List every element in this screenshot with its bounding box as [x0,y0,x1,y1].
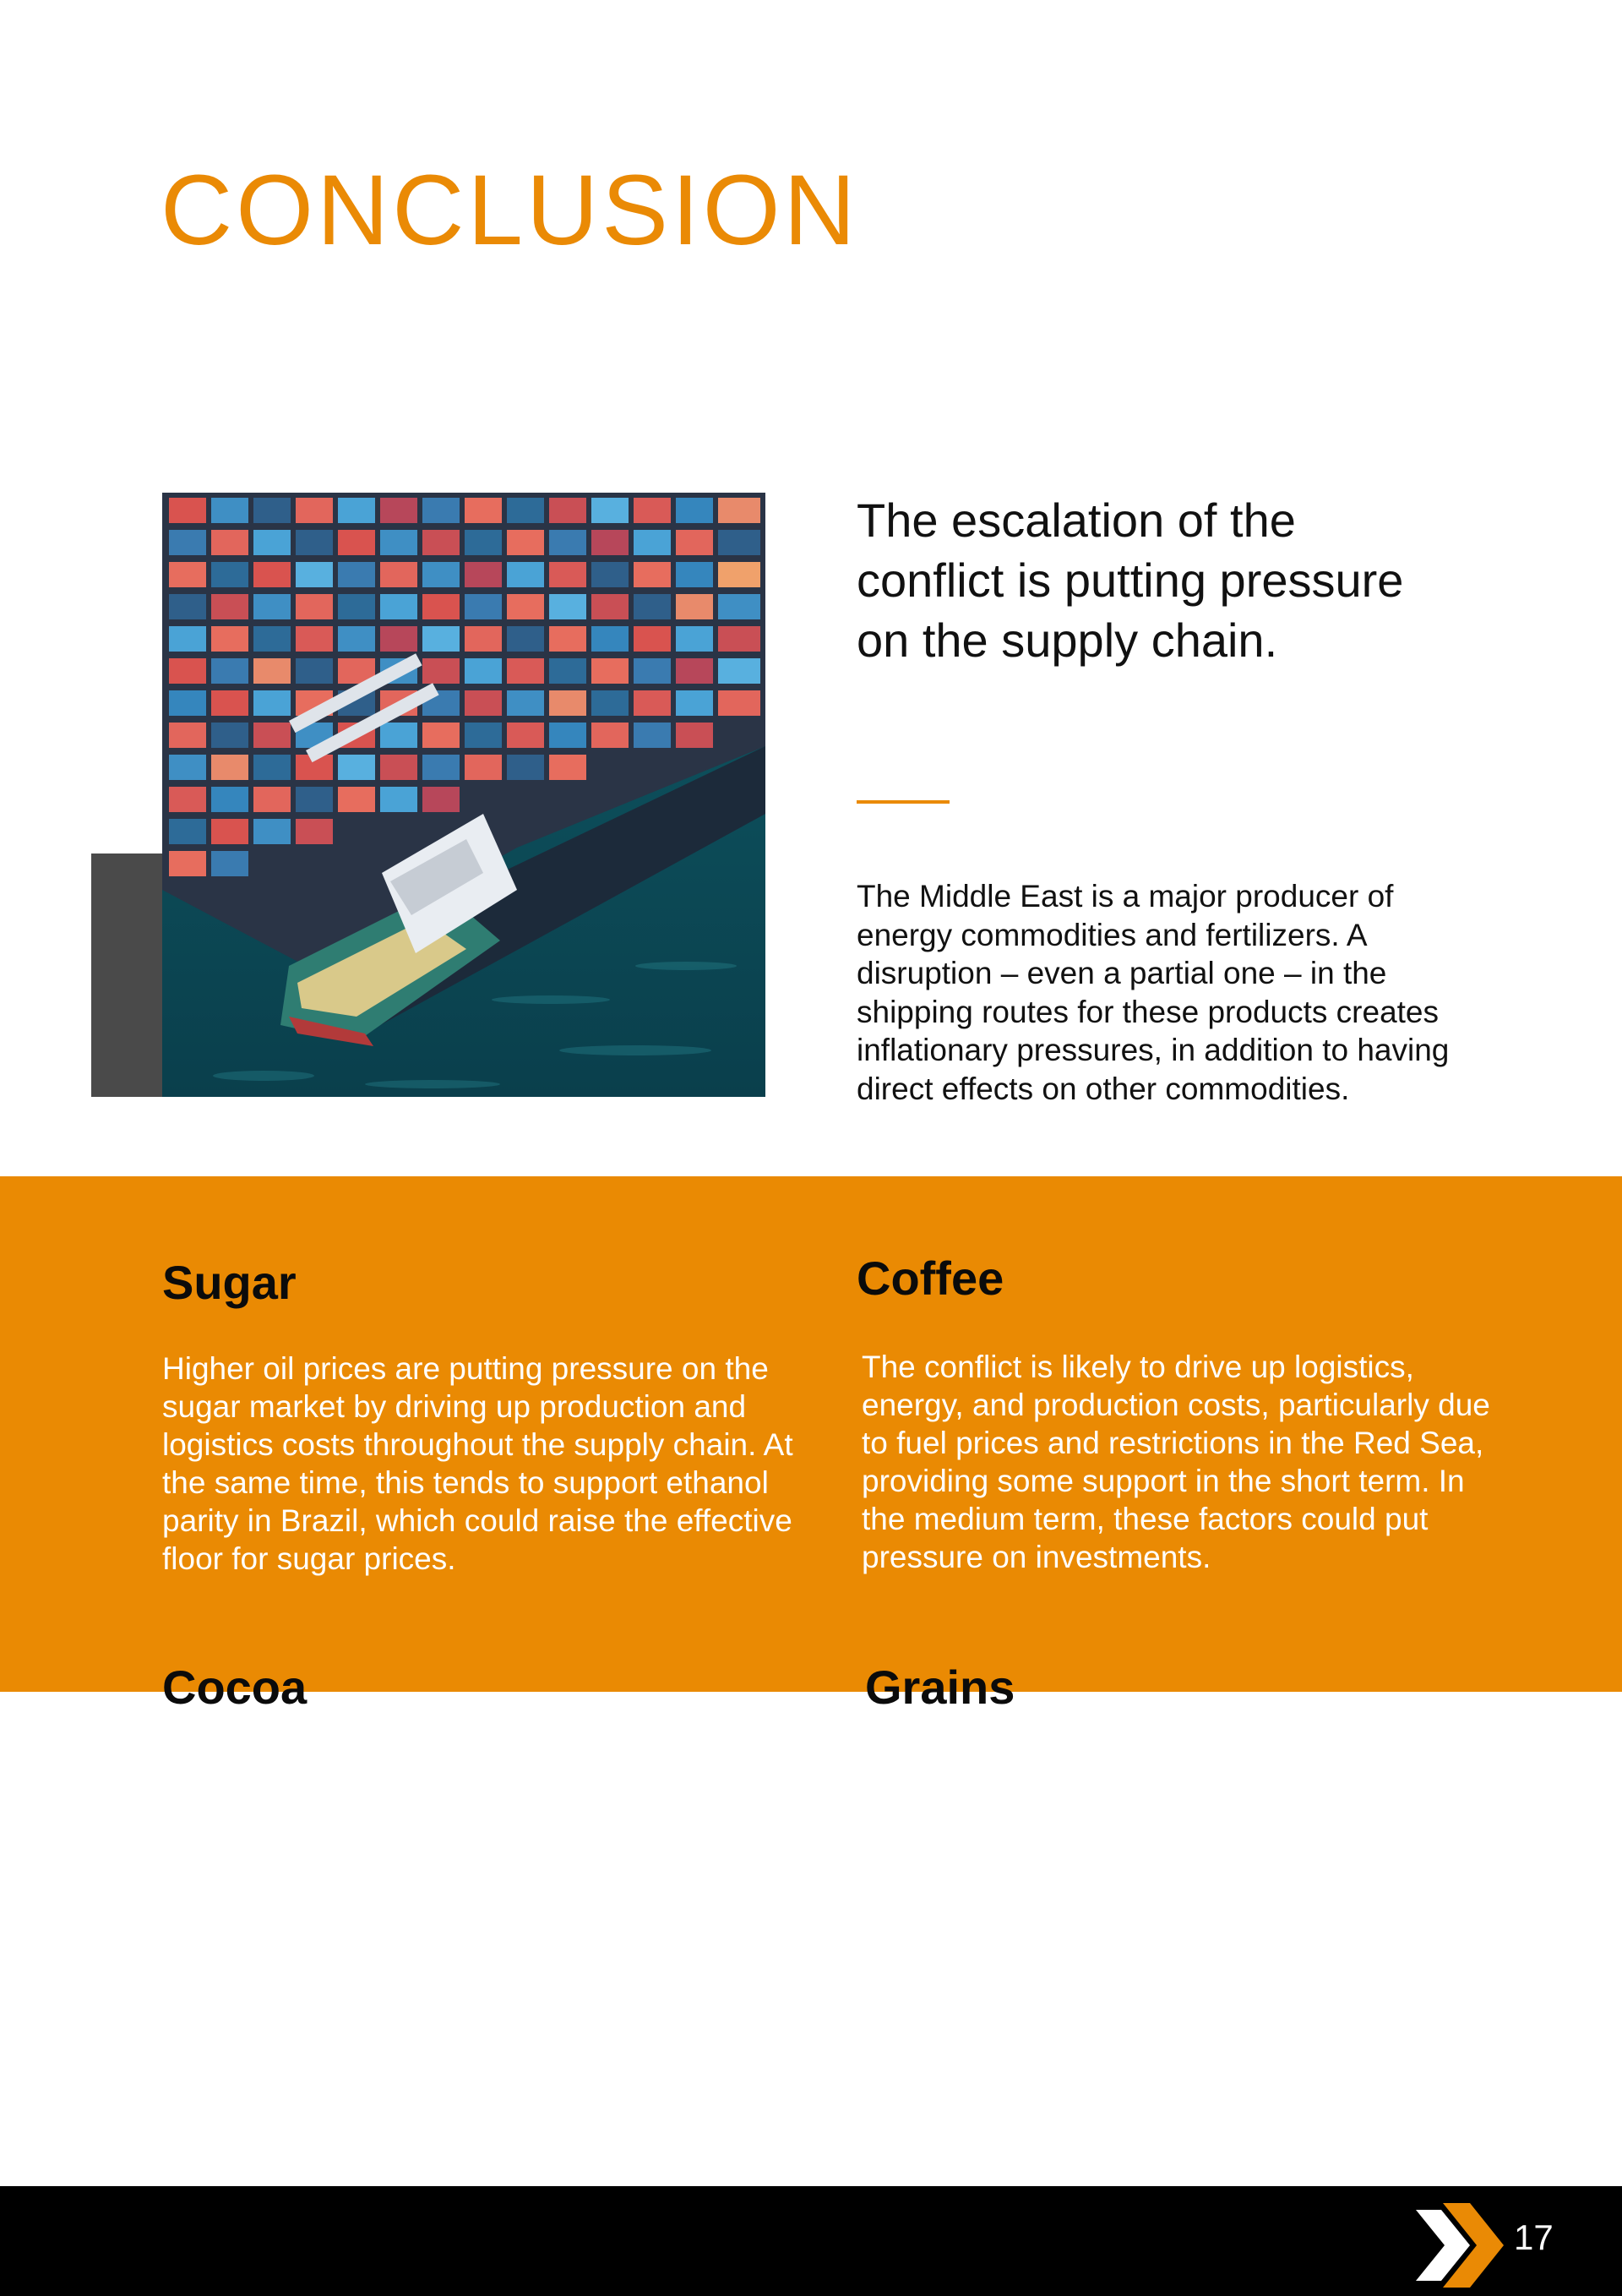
grains-heading: Grains [865,1661,1015,1714]
coffee-text: The conflict is likely to drive up logistics, energy, and production costs, particularly due to fuel prices and restrictions in the Red Sea, providing some support in the short term. In the medium term, these factors could put pressure on investments. [862,1350,1490,1574]
intro-paragraph: The Middle East is a major producer of energy commodities and fertilizers. A disruption – even a partial one – in the shipping routes for these products creates inflationary pressures, in addition to having direct effects on other commodities. [857,879,1450,1106]
page-title: CONCLUSION [161,155,859,266]
commodities-band [0,1176,1622,1982]
section-subtitle: The escalation of the conflict is putting pressure on the supply chain. [857,494,1404,667]
double-chevron-logo-icon [1409,2203,1510,2292]
accent-block [91,854,162,1097]
page-number: 17 [1514,2217,1554,2257]
coffee-heading: Coffee [857,1252,1004,1305]
cocoa-heading: Cocoa [162,1661,308,1714]
container-ship-photo-icon [162,493,765,1097]
sugar-text: Higher oil prices are putting pressure on the sugar market by driving up production and logistics costs throughout the supply chain. At the same time, this tends to support ethanol parity in Brazil, which could raise the effective floor for sugar prices. [162,1351,793,1576]
sugar-heading: Sugar [162,1256,297,1309]
page-footer [0,2186,1622,2296]
cocoa-text: The escalation of the conflict has increased logistical and energy costs and risks, indirectly affected the cocoa sector and raised the possibility of adjustments to trade flows in the medium term, particularly in the North American market. [162,1757,803,1982]
accent-divider [857,800,950,804]
grains-text: Some Middle Eastern countries are major markets for Brazilian corn and chicken, but the conflict is creating uncertainty about demand and putting pressure on regional logistics, forcing a search for alternative routes. [862,1757,1505,1944]
